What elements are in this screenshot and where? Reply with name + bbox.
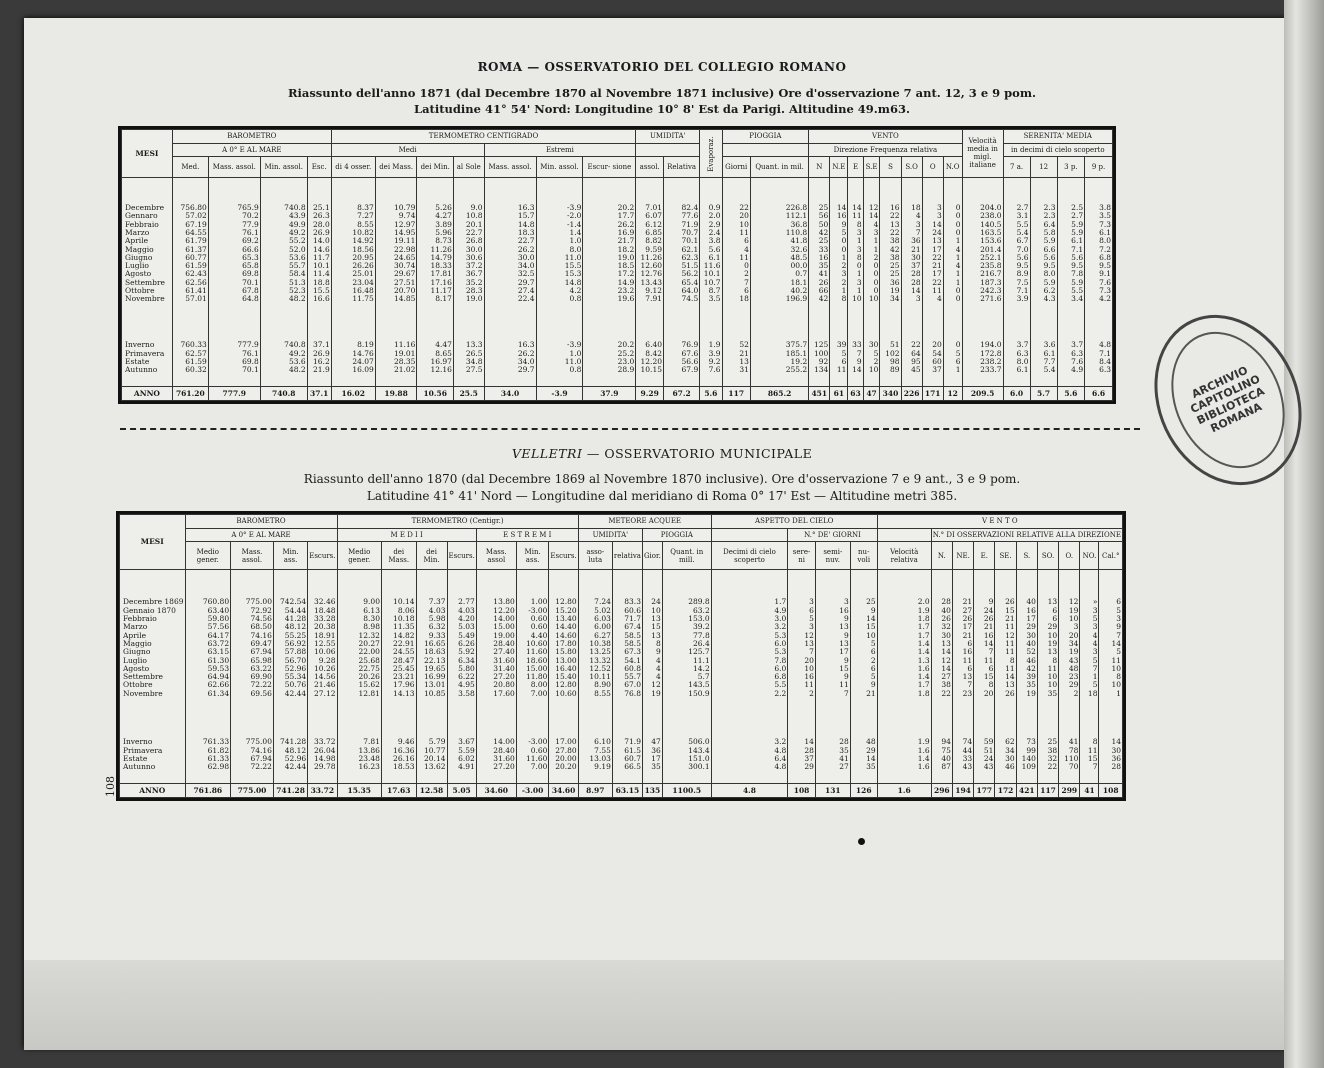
rome-h-estremi: Estremi (484, 143, 636, 157)
velletri-anno-value: 131 (815, 784, 850, 798)
rome-anno-value: 16.02 (331, 387, 375, 401)
velletri-col-header: relativa (612, 542, 642, 569)
velletri-col-header: Mass. assol. (231, 542, 274, 569)
velletri-col-22: 21 27 26 17 21 6 16 11 6 13 7 23 (952, 569, 973, 726)
velletri-h-vento: V E N T O (877, 515, 1122, 529)
rome-col-eesc: 20.2 17.7 26.2 16.9 21.7 18.2 19.0 18.5 17.2 14.9 23.2 19.6 (583, 177, 636, 330)
velletri-h-pioggia: PIOGGIA (642, 528, 711, 542)
rome-season-vNE: 39 5 6 11 (830, 330, 848, 387)
rome-season-tmax: 11.16 19.01 28.35 21.02 (375, 330, 417, 387)
rome-season-pg: 52 21 13 31 (722, 330, 750, 387)
velletri-col-11: 12.80 15.20 13.40 14.40 14.60 17.80 15.80 13.00 16.40 15.40 12.80 10.60 (549, 569, 578, 726)
rome-anno-value: -3.9 (536, 387, 583, 401)
rome-col-header: Esc. (307, 157, 331, 177)
velletri-anno-value: 4.8 (711, 784, 788, 798)
velletri-season-24: 62 34 30 46 (995, 727, 1016, 784)
velletri-anno-value: 108 (788, 784, 816, 798)
velletri-col-header: Decimi di cielo scoperto (711, 542, 788, 569)
page-edge (1284, 0, 1324, 1068)
velletri-h-medii: M E D I I (337, 528, 476, 542)
velletri-season-25: 73 99 140 109 (1016, 727, 1037, 784)
velletri-col-header: E. (974, 542, 995, 569)
velletri-col-header: O. (1059, 542, 1080, 569)
rome-col-vNE: 14 16 9 5 0 0 1 2 3 2 1 8 (830, 177, 848, 330)
velletri-season-11: 17.00 27.80 20.00 20.20 (549, 727, 578, 784)
rome-anno-value: 117 (722, 387, 750, 401)
rome-anno-value: 226 (901, 387, 922, 401)
rome-season-vO: 20 54 60 37 (922, 330, 943, 387)
velletri-col-header: Velocità relativa (877, 542, 931, 569)
velletri-anno-value: 5.05 (447, 784, 476, 798)
rome-season-t4: 8.19 14.76 24.07 16.09 (331, 330, 375, 387)
velletri-season-7: 5.79 10.77 20.14 13.62 (416, 727, 447, 784)
rome-h-mesi: MESI (122, 130, 173, 178)
rome-h-evapor: Evaporaz. (700, 130, 722, 178)
rome-season-tsole: 13.3 26.5 34.8 27.5 (453, 330, 484, 387)
velletri-anno-value: 421 (1016, 784, 1037, 798)
rome-season-uass: 6.40 8.42 12.20 10.15 (636, 330, 664, 387)
rome-anno-value: 6.6 (1085, 387, 1113, 401)
rome-season-urel: 76.9 67.6 56.6 67.9 (664, 330, 700, 387)
rome-anno-value: 61 (830, 387, 848, 401)
rome-col-uass: 7.01 6.07 6.12 6.85 8.82 9.59 11.26 12.60 12.76 13.43 9.12 7.91 (636, 177, 664, 330)
velletri-season-5: 7.81 13.86 23.48 16.23 (337, 727, 381, 784)
rome-col-emax: 16.3 15.7 14.8 18.3 22.7 26.2 30.0 34.0 32.5 29.7 27.4 22.4 (484, 177, 536, 330)
velletri-anno-value: 17.63 (381, 784, 416, 798)
velletri-col-19: 25 9 14 15 10 5 6 2 6 5 9 21 (850, 569, 877, 726)
velletri-season-6: 9.46 16.36 26.16 18.53 (381, 727, 416, 784)
rome-anno-value: 865.2 (750, 387, 808, 401)
velletri-col-header: SO. (1037, 542, 1058, 569)
rome-season-s7: 3.7 6.3 8.0 6.1 (1003, 330, 1030, 387)
velletri-col-24: 26 15 21 11 12 11 11 8 11 14 13 26 (995, 569, 1016, 726)
rome-col-header: Escur- sione (583, 157, 636, 177)
velletri-col-12: 7.24 5.02 6.03 6.00 6.27 10.38 13.25 13.32 12.52 10.11 8.90 8.55 (578, 569, 612, 726)
velletri-col-header: S. (1016, 542, 1037, 569)
velletri-anno-value: 177 (974, 784, 995, 798)
rome-col-header: N (809, 157, 830, 177)
velletri-col-header: nu- voli (850, 542, 877, 569)
velletri-season-20: 1.9 1.6 1.4 1.6 (877, 727, 931, 784)
rome-h-velocita: Velocità media in migl. italiane (962, 130, 1003, 178)
rome-season-s12: 3.6 6.1 7.7 5.4 (1030, 330, 1057, 387)
rome-col-vSO: 18 4 3 7 36 21 30 37 28 28 14 3 (901, 177, 922, 330)
rome-season-tmin: 4.47 8.65 16.97 12.16 (417, 330, 453, 387)
velletri-h-meteore: METEORE ACQUEE (578, 515, 711, 529)
rome-col-header: O (922, 157, 943, 177)
velletri-anno-value: 34.60 (476, 784, 516, 798)
rome-anno-value: 67.2 (664, 387, 700, 401)
velletri-anno-value: 194 (952, 784, 973, 798)
rome-col-emin: -3.9 -2.0 -1.4 1.4 1.0 8.0 11.0 15.5 15.3 14.8 4.2 0.8 (536, 177, 583, 330)
rome-h-pioggia: PIOGGIA (722, 130, 809, 144)
velletri-col-14: 24 10 13 15 13 8 9 4 4 4 12 19 (642, 569, 662, 726)
rome-season-s3: 3.7 6.3 7.6 4.9 (1057, 330, 1085, 387)
velletri-col-header: NO. (1080, 542, 1099, 569)
rome-coordinates-line: Latitudine 41° 54' Nord: Longitudine 10° 8' Est da Parigi. Altitudine 49.m63. (414, 102, 910, 116)
rome-season-labels: Inverno Primavera Estate Autunno (122, 330, 173, 387)
rome-anno-value: 6.0 (1003, 387, 1030, 401)
rome-anno-value: 25.5 (453, 387, 484, 401)
velletri-col-26: 13 6 6 29 10 19 13 8 11 10 10 35 (1037, 569, 1058, 726)
velletri-season-14: 47 36 17 35 (642, 727, 662, 784)
rome-h-vento: VENTO (809, 130, 962, 144)
rome-col-header: dei Mass. (375, 157, 417, 177)
rome-col-header: Quant. in mil. (750, 157, 808, 177)
rome-anno-value: 5.6 (700, 387, 722, 401)
velletri-season-1: 761.33 61.82 61.33 62.98 (185, 727, 231, 784)
rome-season-vSE: 30 5 2 10 (863, 330, 880, 387)
velletri-summary-line: Riassunto dell'anno 1870 (dal Decembre 1869 al Novembre 1870 inclusive). Ore d'osservazione 7 e 9 ant., 3 e 9 pom. (303, 472, 1021, 486)
rome-season-baro: 760.33 62.57 61.59 60.32 (172, 330, 208, 387)
rome-anno-value: 451 (809, 387, 830, 401)
rome-col-baromin: 740.8 43.9 49.9 49.2 55.2 52.0 53.6 55.7 58.4 51.3 52.3 48.2 (260, 177, 307, 330)
velletri-season-23: 59 51 24 43 (974, 727, 995, 784)
rome-col-s3: 2.5 2.7 5.9 5.9 6.1 7.1 5.6 9.5 7.8 5.9 5.5 3.4 (1057, 177, 1085, 330)
velletri-season-12: 6.10 7.55 13.03 9.19 (578, 727, 612, 784)
rome-col-vS: 16 22 13 22 38 42 38 25 25 36 19 34 (880, 177, 901, 330)
rome-h-medi: Medi (331, 143, 484, 157)
rome-col-vNO: 0 0 0 0 1 4 1 4 1 1 0 0 (943, 177, 962, 330)
velletri-anno-value: 1.6 (877, 784, 931, 798)
velletri-season-26: 25 38 32 22 (1037, 727, 1058, 784)
rome-col-header: Min. assol. (536, 157, 583, 177)
velletri-table (116, 511, 1126, 801)
velletri-col-header: Min. ass. (273, 542, 307, 569)
velletri-season-9: 14.00 28.40 31.60 27.20 (476, 727, 516, 784)
rome-col-baroesc: 25.1 26.3 28.0 26.9 14.0 14.6 11.7 10.1 11.4 18.8 15.5 16.6 (307, 177, 331, 330)
velletri-title-rest: — OSSERVATORIO MUNICIPALE (582, 446, 813, 461)
velletri-col-header: Escurs. (549, 542, 578, 569)
velletri-col-28: » 3 5 3 4 4 3 5 7 1 5 18 (1080, 569, 1099, 726)
velletri-h-ngiorni: N.° DE' GIORNI (788, 528, 877, 542)
velletri-col-header: NE. (952, 542, 973, 569)
rome-anno-value: 5.6 (1057, 387, 1085, 401)
velletri-anno-value: 299 (1059, 784, 1080, 798)
rome-anno-value: 47 (863, 387, 880, 401)
velletri-anno-value: 741.28 (273, 784, 307, 798)
rome-season-eesc: 20.2 25.2 23.0 28.9 (583, 330, 636, 387)
velletri-anno-value: 775.00 (231, 784, 274, 798)
rome-h-termometro: TERMOMETRO CENTIGRADO (331, 130, 636, 144)
velletri-col-23: 9 24 26 21 16 14 7 11 6 15 8 20 (974, 569, 995, 726)
rome-col-header: S (880, 157, 901, 177)
rome-col-evap: 0.9 2.0 2.9 2.4 3.8 5.6 6.1 11.6 10.1 10.7 8.7 3.5 (700, 177, 722, 330)
velletri-col-header: dei Mass. (381, 542, 416, 569)
rome-col-vSE: 12 14 4 3 1 1 2 0 0 0 0 10 (863, 177, 880, 330)
velletri-col-10: 1.00 -3.00 0.60 0.60 4.40 10.60 11.60 18.60 15.00 11.80 8.00 7.00 (516, 569, 549, 726)
rome-col-header: Med. (172, 157, 208, 177)
rome-h-barometro: BAROMETRO (172, 130, 331, 144)
velletri-col-header: Medio gener. (337, 542, 381, 569)
velletri-col-15: 289.8 63.2 153.0 39.2 77.8 26.4 125.7 11.1 14.2 5.7 143.5 150.9 (662, 569, 711, 726)
velletri-col-2: 775.00 72.92 74.56 68.50 74.16 69.47 67.94 65.98 63.22 69.90 72.22 69.56 (231, 569, 274, 726)
velletri-anno-value: 117 (1037, 784, 1058, 798)
rome-col-header: assol. (636, 157, 664, 177)
rome-season-vS: 51 102 98 89 (880, 330, 901, 387)
rome-table (118, 126, 1116, 404)
velletri-title (0, 446, 1324, 461)
rome-col-baromax: 765.9 70.2 77.9 76.1 69.2 66.6 65.3 65.8 69.8 70.1 67.8 64.8 (208, 177, 260, 330)
rome-anno-value: 37.1 (307, 387, 331, 401)
velletri-h-estremi: E S T R E M I (476, 528, 578, 542)
rome-anno-value: 171 (922, 387, 943, 401)
rome-col-header: E (848, 157, 863, 177)
velletri-season-16: 3.2 4.8 6.4 4.8 (711, 727, 788, 784)
rome-col-header: 12 (1030, 157, 1057, 177)
rome-season-vE: 33 7 9 14 (848, 330, 863, 387)
velletri-season-13: 71.9 61.5 60.7 66.5 (612, 727, 642, 784)
rome-col-s7: 2.7 3.1 5.5 5.4 6.7 7.0 5.6 9.5 8.9 7.5 7.1 3.9 (1003, 177, 1030, 330)
rome-season-baromin: 740.8 49.2 53.6 48.2 (260, 330, 307, 387)
rome-season-baroesc: 37.1 26.9 16.2 21.9 (307, 330, 331, 387)
velletri-season-15: 506.0 143.4 151.0 300.1 (662, 727, 711, 784)
rome-season-evap: 1.9 3.9 9.2 7.6 (700, 330, 722, 387)
rome-col-pq: 226.8 112.1 36.8 110.8 41.8 32.6 48.5 00.0 0.7 18.1 40.2 196.9 (750, 177, 808, 330)
ink-dot (858, 838, 865, 845)
velletri-season-labels: Inverno Primavera Estate Autunno (120, 727, 186, 784)
velletri-anno-value: 8.97 (578, 784, 612, 798)
velletri-season-28: 8 11 15 7 (1080, 727, 1099, 784)
velletri-season-29: 14 30 36 28 (1099, 727, 1123, 784)
rome-col-tmax: 10.79 9.74 12.97 14.95 19.11 22.98 24.65 30.74 29.67 27.51 20.70 14.85 (375, 177, 417, 330)
rome-h-baro-sub: A 0° E AL MARE (172, 143, 331, 157)
rome-col-header: di 4 osser. (331, 157, 375, 177)
velletri-col-1: 760.80 63.40 59.80 57.56 64.17 63.72 63.15 61.30 59.53 64.94 62.66 61.34 (185, 569, 231, 726)
section-divider (120, 428, 1140, 430)
rome-anno-value: 19.88 (375, 387, 417, 401)
velletri-h-termometro: TERMOMETRO (Centigr.) (337, 515, 578, 529)
velletri-season-10: -3.00 0.60 11.60 7.00 (516, 727, 549, 784)
velletri-season-3: 741.28 48.12 52.96 42.44 (273, 727, 307, 784)
rome-col-header: S.O (901, 157, 922, 177)
velletri-col-16: 1.7 4.9 3.0 3.2 5.3 6.0 5.3 7.8 6.0 6.8 5.5 2.2 (711, 569, 788, 726)
rome-col-vO: 3 3 14 24 13 17 22 21 17 22 11 4 (922, 177, 943, 330)
rome-anno-value: 37.9 (583, 387, 636, 401)
velletri-col-header: sere- ni (788, 542, 816, 569)
rome-anno-value: 10.56 (417, 387, 453, 401)
velletri-col-9: 13.80 12.20 14.00 15.00 19.00 28.40 27.40 31.60 31.40 27.20 20.80 17.60 (476, 569, 516, 726)
stamp-text: ARCHIVIO CAPITOLINO BIBLIOTECA ROMANA (1150, 313, 1306, 486)
rome-col-header: 3 p. (1057, 157, 1085, 177)
velletri-col-27: 12 19 10 3 20 34 19 43 48 23 29 2 (1059, 569, 1080, 726)
velletri-season-2: 775.00 74.16 67.94 72.22 (231, 727, 274, 784)
velletri-col-17: 3 6 5 3 12 13 7 20 10 16 11 2 (788, 569, 816, 726)
velletri-season-17: 14 28 37 29 (788, 727, 816, 784)
velletri-col-4: 32.46 18.48 33.28 20.38 18.91 12.55 10.06 9.28 10.26 14.56 21.46 27.12 (308, 569, 337, 726)
velletri-anno-value: 15.35 (337, 784, 381, 798)
rome-h-serenita: SERENITA' MEDIA (1003, 130, 1112, 144)
rome-col-urel: 82.4 77.6 71.9 70.7 70.1 62.1 62.3 51.5 56.2 65.4 64.0 74.5 (664, 177, 700, 330)
rome-col-t4: 8.37 7.27 8.55 10.82 14.92 18.56 20.95 26.26 25.01 23.04 16.48 11.75 (331, 177, 375, 330)
velletri-season-21: 94 75 40 87 (931, 727, 952, 784)
velletri-col-header: Mass. assol (476, 542, 516, 569)
rome-col-header: Mass. assol. (208, 157, 260, 177)
rome-col-tsole: 9.0 10.8 20.1 22.7 26.8 30.0 30.6 37.2 36.7 35.2 28.3 19.0 (453, 177, 484, 330)
velletri-season-19: 48 29 14 35 (850, 727, 877, 784)
rome-h-serenita-sub: in decimi di cielo scoperto (1003, 143, 1112, 157)
velletri-anno-value: 63.15 (612, 784, 642, 798)
rome-col-header: S.E (863, 157, 880, 177)
velletri-season-18: 28 35 41 27 (815, 727, 850, 784)
rome-h-umidita: UMIDITA' (636, 130, 700, 144)
velletri-col-6: 10.14 8.06 10.18 11.35 14.82 22.91 24.55 28.47 25.45 23.21 17.96 14.13 (381, 569, 416, 726)
rome-anno-value: 740.8 (260, 387, 307, 401)
rome-col-baro: 756.80 57.02 67.19 64.55 61.79 61.37 60.77 61.59 62.43 62.56 61.41 57.01 (172, 177, 208, 330)
velletri-col-header: Escurs. (308, 542, 337, 569)
rome-col-header: Relativa (664, 157, 700, 177)
velletri-anno-value: 1100.5 (662, 784, 711, 798)
velletri-city: VELLETRI (511, 446, 583, 461)
velletri-h-mesi: MESI (120, 515, 186, 570)
rome-col-s9: 3.8 3.5 7.3 6.1 8.0 7.2 6.8 9.5 9.1 7.6 7.3 4.2 (1085, 177, 1113, 330)
rome-season-vNO: 0 5 6 1 (943, 330, 962, 387)
rome-col-header: Mass. assol. (484, 157, 536, 177)
velletri-h-baro-sub: A 0° E AL MARE (185, 528, 337, 542)
rome-anno-value: 34.0 (484, 387, 536, 401)
rome-season-pq: 375.7 185.1 19.2 255.2 (750, 330, 808, 387)
velletri-anno-value: 108 (1099, 784, 1123, 798)
velletri-h-vento-sub: N.° DI OSSERVAZIONI RELATIVE ALLA DIREZIONE (931, 528, 1122, 542)
rome-season-emax: 16.3 26.2 34.0 29.7 (484, 330, 536, 387)
velletri-col-header: SE. (995, 542, 1016, 569)
rome-col-vN: 25 56 50 42 25 33 16 35 41 26 66 42 (809, 177, 830, 330)
velletri-season-22: 74 44 33 43 (952, 727, 973, 784)
rome-col-header: dei Min. (417, 157, 453, 177)
velletri-coordinates-line: Latitudine 41° 41' Nord — Longitudine dal meridiano di Roma 0° 17' Est — Altitudine metri 385. (366, 489, 958, 503)
rome-col-tmin: 5.26 4.27 3.89 5.96 8.73 11.26 14.79 18.33 17.81 17.16 11.17 8.17 (417, 177, 453, 330)
rome-season-baromax: 777.9 76.1 69.8 70.1 (208, 330, 260, 387)
rome-summary-line: Riassunto dell'anno 1871 (dal Decembre 1870 al Novembre 1871 inclusive) Ore d'osservazione 7 ant. 12, 3 e 9 pom. (287, 86, 1037, 100)
rome-col-s12: 2.3 2.3 6.4 5.8 5.9 6.6 5.6 9.5 8.0 5.9 6.2 4.3 (1030, 177, 1057, 330)
velletri-anno-value: 41 (1080, 784, 1099, 798)
page-lower-margin (24, 960, 1292, 1050)
rome-anno-value: 777.9 (208, 387, 260, 401)
rome-col-header: N.E (830, 157, 848, 177)
velletri-anno-value: 761.86 (185, 784, 231, 798)
velletri-col-header: Min. ass. (516, 542, 549, 569)
velletri-anno-value: 34.60 (549, 784, 578, 798)
velletri-col-header: Cal.° (1099, 542, 1123, 569)
velletri-anno-value: -3.00 (516, 784, 549, 798)
velletri-col-header: Escurs. (447, 542, 476, 569)
velletri-anno-value: 126 (850, 784, 877, 798)
rome-col-vE: 14 11 8 3 1 3 8 0 1 3 1 10 (848, 177, 863, 330)
velletri-month-labels: Decembre 1869 Gennaio 1870 Febbraio Marzo Aprile Maggio Giugno Luglio Agosto Settembre Ottobre Novembre (120, 569, 186, 726)
rome-col-header: Min. assol. (260, 157, 307, 177)
velletri-col-18: 3 16 9 13 9 13 17 9 15 9 11 7 (815, 569, 850, 726)
rome-season-s9: 4.8 7.1 8.4 6.3 (1085, 330, 1113, 387)
rome-season-emin: -3.9 1.0 11.0 0.8 (536, 330, 583, 387)
velletri-col-7: 7.37 4.03 5.98 6.32 9.33 16.65 18.63 22.13 19.65 16.99 13.01 10.85 (416, 569, 447, 726)
velletri-col-21: 28 40 26 32 30 13 14 12 14 27 38 22 (931, 569, 952, 726)
velletri-col-header: Gior. (642, 542, 662, 569)
velletri-anno-value: 33.72 (308, 784, 337, 798)
velletri-h-barometro: BAROMETRO (185, 515, 337, 529)
velletri-col-8: 2.77 4.03 4.20 5.03 5.49 6.26 5.92 6.34 5.80 6.22 4.95 3.58 (447, 569, 476, 726)
velletri-col-29: 6 5 3 9 7 14 5 11 10 8 10 1 (1099, 569, 1123, 726)
velletri-col-header: asso- luta (578, 542, 612, 569)
rome-col-header: N.O (943, 157, 962, 177)
velletri-col-header: Medio gener. (185, 542, 231, 569)
velletri-col-header: N. (931, 542, 952, 569)
rome-month-labels: Decembre Gennaro Febbraio Marzo Aprile Maggio Giugno Luglio Agosto Settembre Ottobre Novembre (122, 177, 173, 330)
rome-col-vel: 204.0 238.0 140.5 163.5 153.6 201.4 252.1 235.8 216.7 187.3 242.3 271.6 (962, 177, 1003, 330)
rome-season-vSO: 22 64 95 45 (901, 330, 922, 387)
rome-anno-value: 761.20 (172, 387, 208, 401)
rome-anno-value: 12 (943, 387, 962, 401)
velletri-col-header: dei Min. (416, 542, 447, 569)
velletri-anno-value: 135 (642, 784, 662, 798)
rome-anno-value: 63 (848, 387, 863, 401)
rome-col-header: 7 a. (1003, 157, 1030, 177)
velletri-col-5: 9.00 6.13 8.30 8.98 12.32 20.27 22.00 25.68 22.75 20.26 15.62 12.81 (337, 569, 381, 726)
rome-season-vel: 194.0 172.8 238.2 233.7 (962, 330, 1003, 387)
velletri-col-13: 83.3 60.6 71.7 67.4 58.5 58.5 67.3 54.1 60.8 55.7 67.0 76.8 (612, 569, 642, 726)
rome-col-pg: 22 20 10 11 6 4 11 0 2 7 6 18 (722, 177, 750, 330)
rome-anno-value: 9.29 (636, 387, 664, 401)
velletri-season-8: 3.67 5.59 6.02 4.91 (447, 727, 476, 784)
rome-col-header: al Sole (453, 157, 484, 177)
rome-h-vento-sub: Direzione Frequenza relativa (809, 143, 962, 157)
velletri-col-3: 742.54 54.44 41.28 48.12 55.25 56.92 57.88 56.70 52.96 55.34 50.76 42.44 (273, 569, 307, 726)
velletri-col-20: 2.0 1.9 1.8 1.7 1.7 1.4 1.4 1.3 1.6 1.4 1.7 1.8 (877, 569, 931, 726)
velletri-h-umidita: UMIDITA' (578, 528, 642, 542)
velletri-anno-value: 172 (995, 784, 1016, 798)
rome-anno-value: 209.5 (962, 387, 1003, 401)
velletri-col-header: semi- nuv. (815, 542, 850, 569)
velletri-anno-value: 296 (931, 784, 952, 798)
velletri-col-25: 40 16 17 29 30 40 52 46 42 39 35 19 (1016, 569, 1037, 726)
rome-title: ROMA — OSSERVATORIO DEL COLLEGIO ROMANO (477, 60, 847, 74)
velletri-anno-label: ANNO (120, 784, 186, 798)
page-number: 108 (104, 776, 117, 797)
rome-anno-value: 5.7 (1030, 387, 1057, 401)
rome-col-header: Giorni (722, 157, 750, 177)
rome-anno-value: 340 (880, 387, 901, 401)
rome-col-header: 9 p. (1085, 157, 1113, 177)
velletri-season-27: 41 78 110 70 (1059, 727, 1080, 784)
rome-anno-label: ANNO (122, 387, 173, 401)
velletri-season-4: 33.72 26.04 14.98 29.78 (308, 727, 337, 784)
velletri-col-header: Quant. in mill. (662, 542, 711, 569)
velletri-anno-value: 12.58 (416, 784, 447, 798)
velletri-h-aspetto: ASPETTO DEL CIELO (711, 515, 877, 529)
rome-season-vN: 125 100 92 134 (809, 330, 830, 387)
